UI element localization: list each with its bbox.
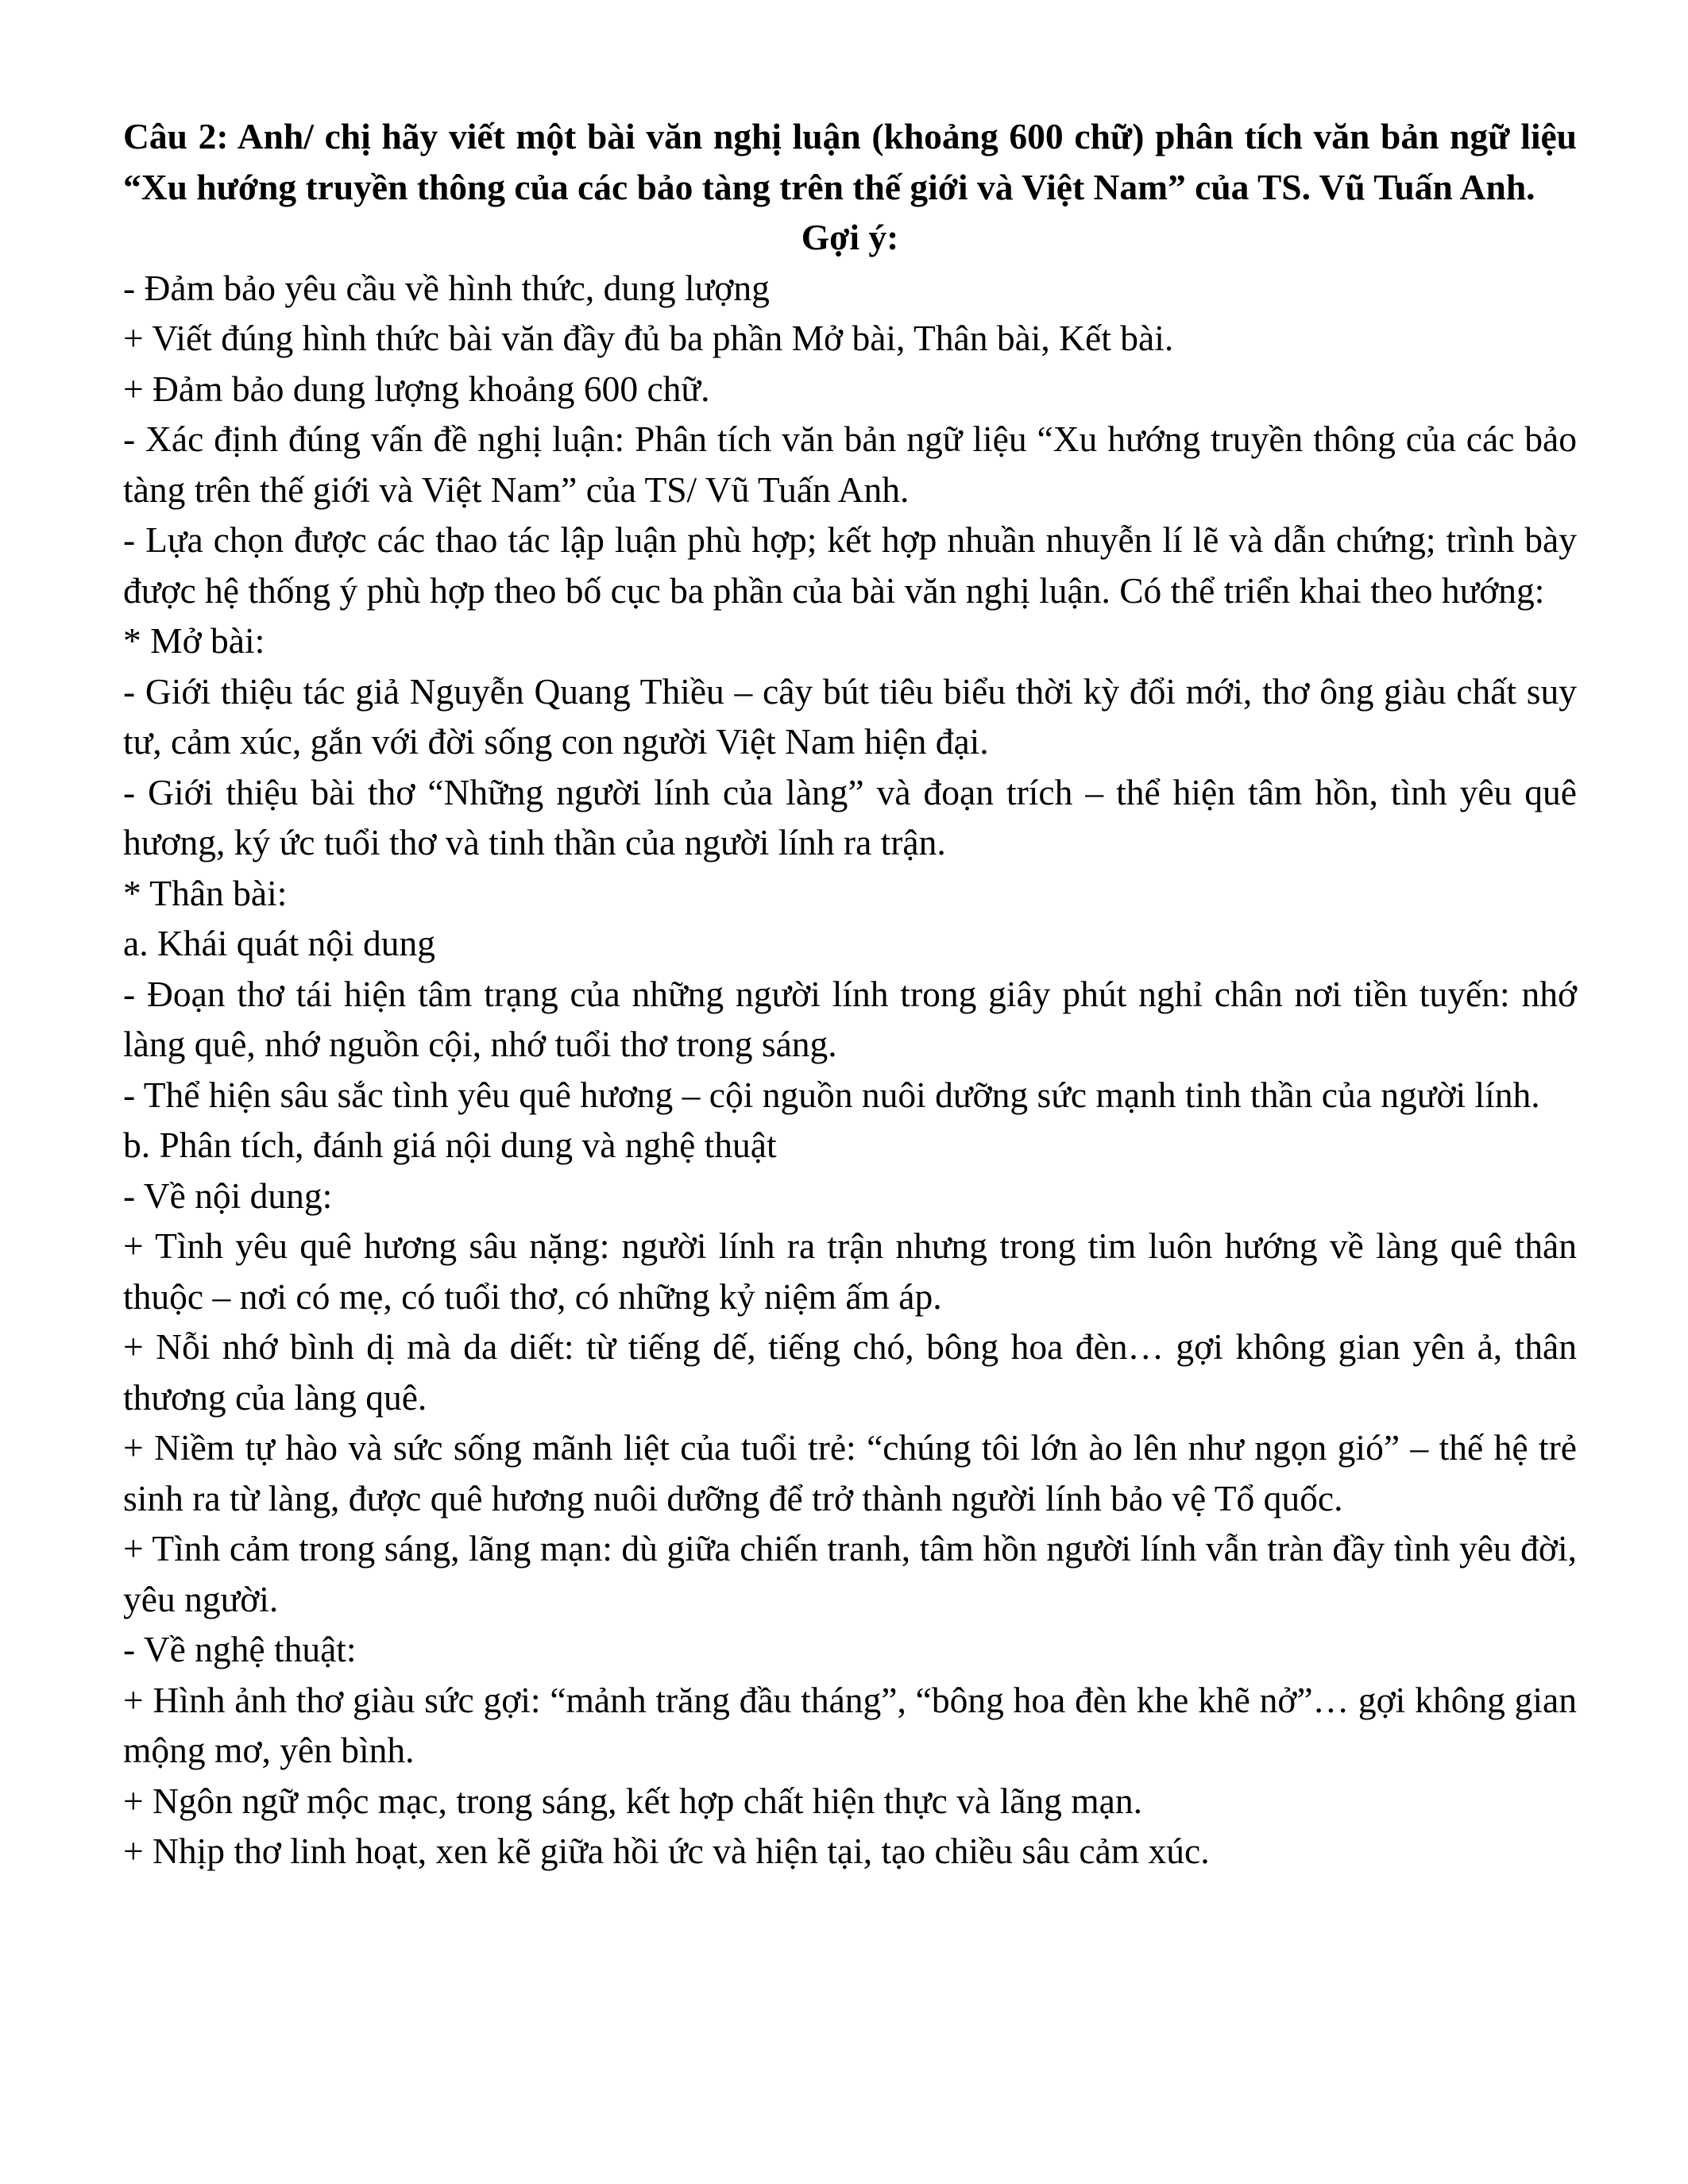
- paragraph: + Ngôn ngữ mộc mạc, trong sáng, kết hợp chất hiện thực và lãng mạn.: [123, 1780, 1142, 1821]
- paragraph: + Đảm bảo dung lượng khoảng 600 chữ.: [123, 368, 710, 409]
- paragraph: - Đảm bảo yêu cầu về hình thức, dung lượng: [123, 267, 770, 308]
- paragraph: + Nỗi nhớ bình dị mà da diết: từ tiếng dế, tiếng chó, bông hoa đèn… gợi không gian yên ả, thân thương của làng quê.: [123, 1326, 1577, 1418]
- paragraph: - Về nghệ thuật:: [123, 1629, 357, 1669]
- paragraph: + Tình yêu quê hương sâu nặng: người lính ra trận nhưng trong tim luôn hướng về làng quê thân thuộc – nơi có mẹ, có tuổi thơ, có những kỷ niệm ấm áp.: [123, 1225, 1577, 1317]
- paragraph: + Hình ảnh thơ giàu sức gợi: “mảnh trăng đầu tháng”, “bông hoa đèn khe khẽ nở”… gợi không gian mộng mơ, yên bình.: [123, 1679, 1577, 1770]
- paragraph: + Nhịp thơ linh hoạt, xen kẽ giữa hồi ức và hiện tại, tạo chiều sâu cảm xúc.: [123, 1831, 1210, 1871]
- subsection-heading: b. Phân tích, đánh giá nội dung và nghệ thuật: [123, 1125, 777, 1165]
- paragraph: - Về nội dung:: [123, 1175, 333, 1216]
- paragraph: - Đoạn thơ tái hiện tâm trạng của những người lính trong giây phút nghỉ chân nơi tiền tuyến: nhớ làng quê, nhớ nguồn cội, nhớ tuổi thơ trong sáng.: [123, 973, 1577, 1064]
- paragraph: + Viết đúng hình thức bài văn đầy đủ ba phần Mở bài, Thân bài, Kết bài.: [123, 318, 1174, 358]
- section-heading-than-bai: * Thân bài:: [123, 872, 288, 913]
- section-heading-mo-bai: * Mở bài:: [123, 620, 265, 661]
- paragraph: + Niềm tự hào và sức sống mãnh liệt của tuổi trẻ: “chúng tôi lớn ào lên như ngọn gió” – thế hệ trẻ sinh ra từ làng, được quê hương nuôi dưỡng để trở thành người lính bảo vệ Tổ quốc.: [123, 1427, 1577, 1518]
- paragraph: - Giới thiệu bài thơ “Những người lính của làng” và đoạn trích – thể hiện tâm hồn, tình yêu quê hương, ký ức tuổi thơ và tinh thần của người lính ra trận.: [123, 771, 1577, 862]
- hint-title: Gợi ý:: [801, 217, 899, 257]
- paragraph: - Lựa chọn được các thao tác lập luận phù hợp; kết hợp nhuần nhuyễn lí lẽ và dẫn chứng; trình bày được hệ thống ý phù hợp theo bố cục ba phần của bài văn nghị luận. Có thể triển khai theo hướng:: [123, 519, 1577, 611]
- subsection-heading: a. Khái quát nội dung: [123, 923, 435, 963]
- hint-body: [123, 263, 1577, 1877]
- document-page: [123, 111, 1577, 1877]
- paragraph: - Xác định đúng vấn đề nghị luận: Phân tích văn bản ngữ liệu “Xu hướng truyền thông của các bảo tàng trên thế giới và Việt Nam” của TS/ Vũ Tuấn Anh.: [123, 419, 1577, 510]
- question-heading: Câu 2: Anh/ chị hãy viết một bài văn nghị luận (khoảng 600 chữ) phân tích văn bản ngữ liệu “Xu hướng truyền thông của các bảo tàng trên thế giới và Việt Nam” của TS. Vũ Tuấn Anh.: [123, 116, 1577, 207]
- paragraph: + Tình cảm trong sáng, lãng mạn: dù giữa chiến tranh, tâm hồn người lính vẫn tràn đầy tình yêu đời, yêu người.: [123, 1528, 1577, 1619]
- paragraph: - Thể hiện sâu sắc tình yêu quê hương – cội nguồn nuôi dưỡng sức mạnh tinh thần của người lính.: [123, 1074, 1540, 1115]
- paragraph: - Giới thiệu tác giả Nguyễn Quang Thiều – cây bút tiêu biểu thời kỳ đổi mới, thơ ông giàu chất suy tư, cảm xúc, gắn với đời sống con người Việt Nam hiện đại.: [123, 670, 1577, 762]
